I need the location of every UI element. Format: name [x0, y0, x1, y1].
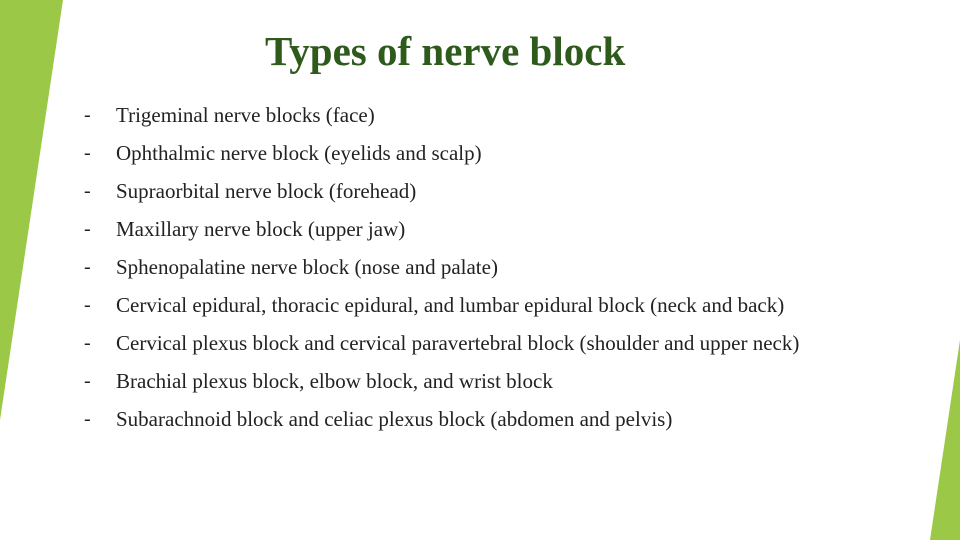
bullet-dash: - — [84, 104, 91, 126]
bullet-item — [84, 96, 799, 134]
bullet-text: Sphenopalatine nerve block (nose and palate) — [116, 255, 498, 279]
bullet-item — [84, 324, 799, 362]
bullet-text: Supraorbital nerve block (forehead) — [116, 179, 417, 203]
bullet-dash: - — [84, 370, 91, 392]
bullet-item — [84, 286, 799, 324]
bullet-item — [84, 210, 799, 248]
bullet-text: Cervical epidural, thoracic epidural, and lumbar epidural block (neck and back) — [116, 293, 785, 317]
bullet-item — [84, 400, 799, 438]
bullet-text: Ophthalmic nerve block (eyelids and scalp) — [116, 141, 482, 165]
bullet-dash: - — [84, 180, 91, 202]
bullet-text: Maxillary nerve block (upper jaw) — [116, 217, 406, 241]
bullet-item — [84, 362, 799, 400]
bullet-item — [84, 172, 799, 210]
slide-title: Types of nerve block — [265, 28, 626, 74]
bullet-item — [84, 134, 799, 172]
bullet-dash: - — [84, 256, 91, 278]
bullet-dash: - — [84, 294, 91, 316]
bullet-dash: - — [84, 142, 91, 164]
bullet-dash: - — [84, 218, 91, 240]
bullet-item — [84, 248, 799, 286]
bullet-dash: - — [84, 332, 91, 354]
bullet-list — [84, 96, 799, 438]
bullet-text: Cervical plexus block and cervical paravertebral block (shoulder and upper neck) — [116, 331, 800, 355]
bullet-dash: - — [84, 408, 91, 430]
right-accent-stripe — [930, 340, 960, 540]
bullet-text: Trigeminal nerve blocks (face) — [116, 103, 375, 127]
bullet-text: Subarachnoid block and celiac plexus block (abdomen and pelvis) — [116, 407, 673, 431]
bullet-text: Brachial plexus block, elbow block, and wrist block — [116, 369, 553, 393]
left-accent-stripe — [0, 0, 63, 420]
